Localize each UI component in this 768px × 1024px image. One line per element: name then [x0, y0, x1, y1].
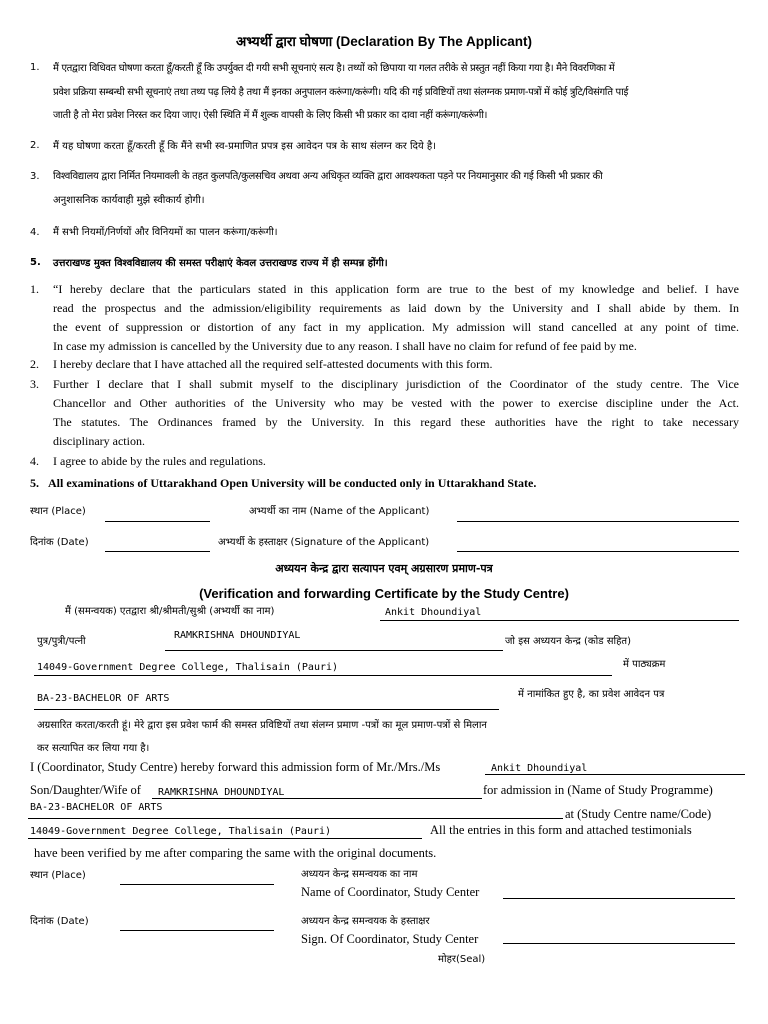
item-line: Further I declare that I shall submit myself to the disciplinary jurisdiction of the Coordinator of the study centre. The Vice — [53, 377, 739, 391]
applicant-name-label: अभ्यर्थी का नाम (Name of the Applicant) — [249, 506, 430, 517]
item-line: I hereby declare that I have attached all the required self-attested documents with this form. — [53, 357, 493, 371]
verification-title-english: (Verification and forwarding Certificate by the Study Centre) — [199, 586, 569, 601]
item-line: मैं एतद्वारा विधिवत घोषणा करता हूँ/करती हूँ कि उपर्युक्त दी गयी सभी सूचनाएं सत्य है। तथ्यों को छिपाया या गलत तरीके से प्रस्तुत नहीं किया गया है। मैने विवरणिका में — [53, 63, 615, 74]
place-label: स्थान (Place) — [30, 506, 86, 517]
item-line: All examinations of Uttarakhand Open University will be conducted only in Uttarakhand State. — [48, 476, 537, 490]
parent-name-value: RAMKRISHNA DHOUNDIYAL — [174, 630, 301, 641]
applicant-name-field[interactable] — [380, 620, 739, 621]
item-line: the event of suppression or distortion of any fact in my application. My admission will stand cancelled at any point of time. — [53, 320, 739, 334]
item-line: The statutes. The Ordinances framed by the University. In this regard these authorities have the right to take necessary — [53, 415, 739, 429]
coord-sign-label-hindi: अध्ययन केन्द्र समन्वयक के हस्ताक्षर — [301, 916, 430, 927]
item-line: प्रवेश प्रक्रिया सम्बन्धी सभी सूचनाएं तथा तथ्य पढ़ लिये है तथा मैं इनका अनुपालन करूंगा/करूंगी। यदि की गई प्रविष्टियों तथा संलग्नक प्रमाण-पत्रों में कोई त्रुटि/विसंगति पाई — [53, 87, 629, 98]
programme-label: में पाठ्यक्रम — [623, 659, 666, 670]
en-applicant-name-field[interactable] — [485, 774, 745, 775]
hi-coordinator-statement: मैं (समन्वयक) एतद्वारा श्री/श्रीमती/सुश्री (अभ्यर्थी का नाम) — [65, 606, 275, 617]
en-parent-name-field[interactable] — [152, 798, 482, 799]
item-number: 2. — [30, 140, 40, 151]
en-applicant-name-value: Ankit Dhoundiyal — [491, 763, 588, 774]
coord-date-label: दिनांक (Date) — [30, 916, 89, 927]
item-number: 3. — [30, 377, 39, 391]
item-line: read the prospectus and the admission/eligibility requirements as laid down by the University and I shall abide by them. In — [53, 301, 739, 315]
item-line: “I hereby declare that the particulars stated in this application form are true to the best of my knowledge and belief. I have — [53, 282, 739, 296]
en-programme-label: for admission in (Name of Study Programme) — [483, 783, 713, 797]
en-study-centre-field[interactable] — [28, 838, 422, 839]
item-line: विश्वविद्यालय द्वारा निर्मित नियमावली के तहत कुलपति/कुलसचिव अथवा अन्य अधिकृत व्यक्ति द्वारा आवश्यकता पड़ने पर नियमानुसार की गई किसी भी प्रकार की — [53, 171, 603, 182]
study-centre-field[interactable] — [34, 675, 612, 676]
item-line: अनुशासनिक कार्यवाही मुझे स्वीकार्य होगी। — [53, 195, 205, 206]
en-coordinator-statement: I (Coordinator, Study Centre) hereby forward this admission form of Mr./Mrs./Ms — [30, 760, 441, 774]
en-entries-text: All the entries in this form and attached testimonials — [430, 823, 692, 837]
parent-name-field[interactable] — [165, 650, 503, 651]
study-centre-value: 14049-Government Degree College, Thalisain (Pauri) — [37, 662, 339, 673]
item-number: 2. — [30, 357, 39, 371]
en-programme-value: BA-23-BACHELOR OF ARTS — [30, 802, 163, 813]
seal-label: मोहर(Seal) — [438, 954, 486, 965]
item-number: 1. — [30, 62, 40, 73]
item-line: जाती है तो मेरा प्रवेश निरस्त कर दिया जाए। ऐसी स्थिति में मैं शुल्क वापसी के लिए किसी भी प्रकार का दावा नहीं करूंगा/करूंगी। — [53, 110, 488, 121]
en-verified-text: have been verified by me after comparing the same with the original documents. — [34, 846, 437, 860]
date-line[interactable] — [105, 551, 210, 552]
coord-date-line[interactable] — [120, 930, 274, 931]
verification-title-hindi: अध्ययन केन्द्र द्वारा सत्यापन एवम् अग्रसारण प्रमाण-पत्र — [275, 562, 493, 575]
applicant-name-value: Ankit Dhoundiyal — [385, 607, 482, 618]
item-line: मैं सभी नियमों/निर्णयों और विनियमों का पालन करूंगा/करूंगी। — [53, 227, 278, 238]
item-number: 4. — [30, 454, 39, 468]
item-line: उत्तराखण्ड मुक्त विश्वविद्यालय की समस्त परीक्षाएं केवल उत्तराखण्ड राज्य में ही सम्पन्न होंगी। — [53, 258, 388, 269]
item-line: मैं यह घोषणा करता हूँ/करती हूँ कि मैंने सभी स्व-प्रमाणित प्रपत्र इस आवेदन पत्र के साथ संलग्न कर दिये है। — [53, 141, 437, 152]
coord-name-label-hindi: अध्ययन केन्द्र समन्वयक का नाम — [301, 869, 418, 880]
coord-sign-line[interactable] — [503, 943, 735, 944]
enrolled-label: में नामांकित हुए है, का प्रवेश आवेदन पत्र — [518, 689, 665, 700]
hi-forward-text: अग्रसारित करता/करती हूं। मेरे द्वारा इस प्रवेश फार्म की समस्त प्रविष्टियों तथा संलग्न प्रमाण -पत्रों का मूल प्रमाण-पत्रों से मिलान — [37, 720, 487, 731]
coord-sign-label-english: Sign. Of Coordinator, Study Center — [301, 932, 479, 946]
coord-name-label-english: Name of Coordinator, Study Center — [301, 885, 480, 899]
study-centre-code-label: जो इस अध्ययन केन्द्र (कोड सहित) — [505, 636, 631, 647]
programme-field[interactable] — [34, 709, 499, 710]
en-study-centre-value: 14049-Government Degree College, Thalisain (Pauri) — [30, 826, 332, 837]
applicant-name-line[interactable] — [457, 521, 739, 522]
page-title: अभ्यर्थी द्वारा घोषणा (Declaration By The Applicant) — [236, 34, 532, 49]
item-line: I agree to abide by the rules and regulations. — [53, 454, 266, 468]
place-line[interactable] — [105, 521, 210, 522]
coord-name-line[interactable] — [503, 898, 735, 899]
item-number: 3. — [30, 171, 40, 182]
en-parent-name-value: RAMKRISHNA DHOUNDIYAL — [158, 787, 285, 798]
item-line: disciplinary action. — [53, 434, 145, 448]
relation-label: पुत्र/पुत्री/पत्नी — [37, 636, 86, 647]
en-study-centre-label: at (Study Centre name/Code) — [565, 807, 712, 821]
item-number: 4. — [30, 227, 40, 238]
en-relation-label: Son/Daughter/Wife of — [30, 783, 141, 797]
date-label: दिनांक (Date) — [30, 537, 89, 548]
item-line: Chancellor and Other authorities of the University who may be vested with the power to exercise discipline under the Act. — [53, 396, 739, 410]
applicant-signature-label: अभ्यर्थी के हस्ताक्षर (Signature of the Applicant) — [218, 537, 430, 548]
item-line: In case my admission is cancelled by the University due to any reason. I shall have no claim for refund of fee paid by me. — [53, 339, 637, 353]
en-programme-field[interactable] — [28, 818, 563, 819]
coord-place-label: स्थान (Place) — [30, 870, 86, 881]
programme-value: BA-23-BACHELOR OF ARTS — [37, 693, 170, 704]
hi-verified-text: कर सत्यापित कर लिया गया है। — [37, 743, 150, 754]
item-number: 5. — [30, 476, 39, 490]
item-number: 1. — [30, 282, 39, 296]
applicant-signature-line[interactable] — [457, 551, 739, 552]
coord-place-line[interactable] — [120, 884, 274, 885]
item-number: 5. — [30, 257, 41, 268]
